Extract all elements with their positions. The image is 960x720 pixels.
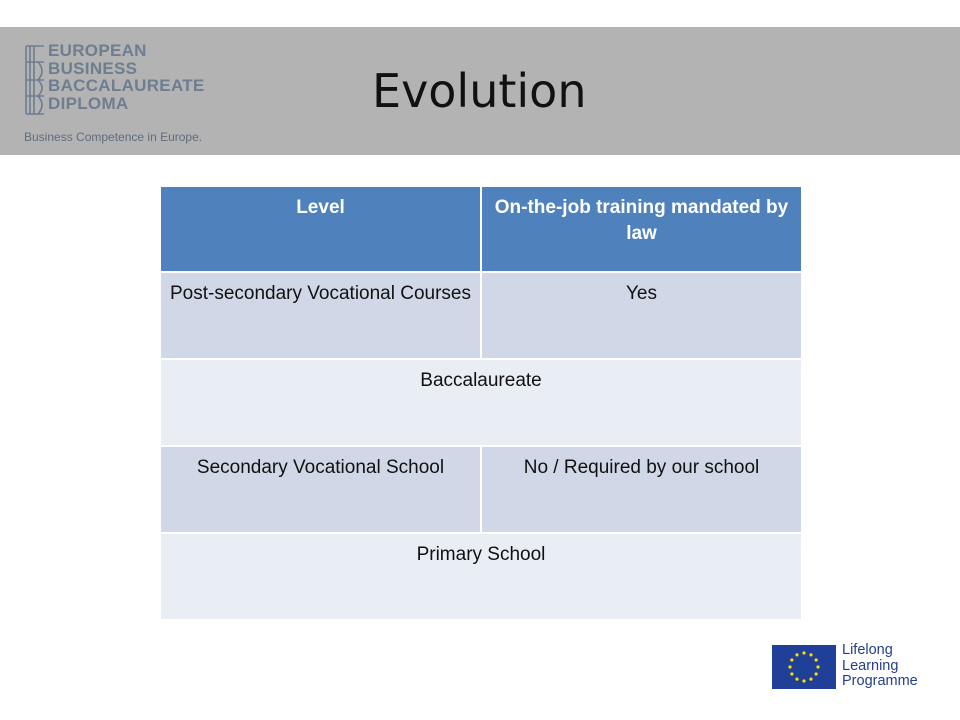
eu-star [815,672,818,675]
level-cell: Secondary Vocational School [160,446,481,533]
ebbd-word: BUSINESS [48,58,138,78]
eu-star [795,678,798,681]
header-cell-training: On-the-job training mandated by law [481,186,802,272]
eu-star [802,651,805,654]
ebbd-word: EUROPEAN [48,41,147,60]
table-row [160,533,802,620]
table-row [160,359,802,446]
eu-star [809,678,812,681]
ebbd-word: BACCALAUREATE [48,76,205,95]
eu-flag-icon [772,645,836,689]
llp-wordmark [842,643,918,690]
llp-line: Programme [842,673,918,689]
header-cell-level: Level [160,186,481,272]
level-cell: Post-secondary Vocational Courses [160,272,481,359]
training-cell: No / Required by our school [481,446,802,533]
ebbd-wordmark [48,42,205,112]
llp-line: Lifelong [842,642,893,658]
table-header-row [160,186,802,272]
merged-level-cell: Baccalaureate [160,359,802,446]
eu-star [788,665,791,668]
ebbd-logo [20,42,220,150]
ebbd-tagline: Business Competence in Europe. [24,130,203,144]
training-cell: Yes [481,272,802,359]
eu-star [795,653,798,656]
llp-line: Learning [842,657,899,674]
table-row [160,272,802,359]
evolution-table [159,185,803,621]
table-row [160,446,802,533]
ebbd-word: DIPLOMA [48,93,129,113]
ebbd-letter-mark-icon [24,44,48,116]
eu-star [802,679,805,682]
slide-title: Evolution [372,64,587,118]
lifelong-learning-logo [772,642,932,693]
eu-star [790,672,793,675]
eu-stars-icon [772,645,836,689]
eu-star [790,658,793,661]
merged-level-cell: Primary School [160,533,802,620]
eu-star [816,665,819,668]
eu-star [809,653,812,656]
eu-star [815,658,818,661]
